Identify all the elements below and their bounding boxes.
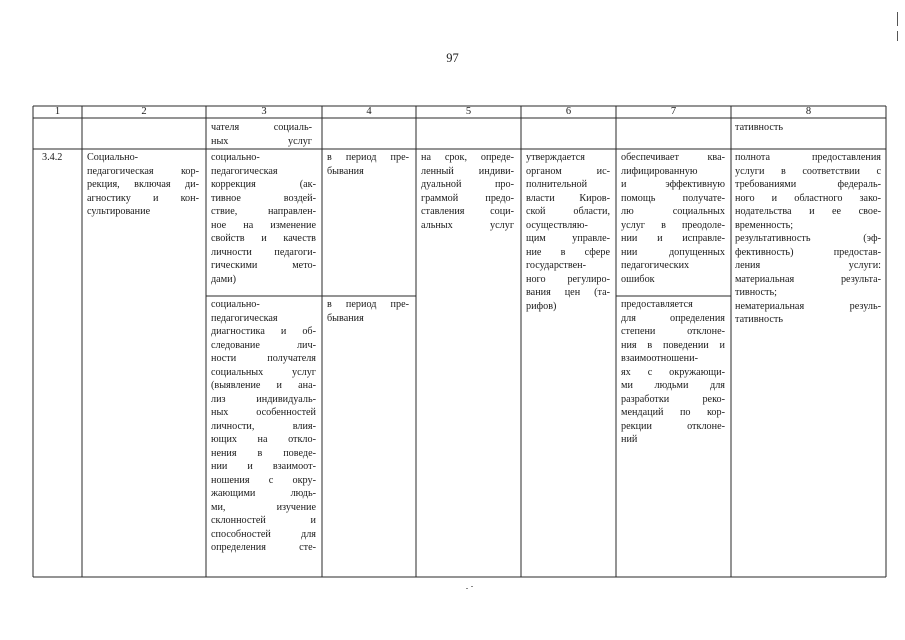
cell-text-line: разработки реко- bbox=[621, 393, 725, 405]
cell-text-line: на срок, опреде- bbox=[421, 152, 514, 163]
cell-text-line: предоставляется bbox=[621, 299, 693, 310]
cell-text-line: для определения bbox=[621, 312, 725, 324]
cell-text-line: органом ис- bbox=[526, 165, 610, 177]
cell-text-line: педагогическая bbox=[211, 312, 278, 324]
cell-text-line: требованиями федераль- bbox=[735, 179, 881, 190]
header-cell: 1 bbox=[54, 106, 61, 117]
cell-text-line: социально- bbox=[211, 152, 260, 163]
cell-text-line: сультирование bbox=[87, 206, 151, 217]
cell-text-line: (выявление и ана- bbox=[211, 380, 316, 391]
cell-text-line: социальных услуг bbox=[211, 366, 316, 378]
continuation-description bbox=[211, 121, 312, 148]
header-cell: 3 bbox=[261, 106, 267, 117]
cell-text-line: педагогических bbox=[621, 260, 690, 271]
cell-text-line: нии допущенных bbox=[621, 246, 725, 258]
cell-text-line: ности получателя bbox=[211, 353, 316, 364]
cell-text-line: ных услуг bbox=[211, 135, 312, 147]
header-cell: 7 bbox=[670, 106, 677, 117]
cell-text-line: ние в сфере bbox=[526, 246, 610, 258]
cell-text-line: тивность; bbox=[735, 287, 777, 298]
cell-text-line: рекция, включая ди- bbox=[87, 179, 199, 190]
cell-text-line: тативность bbox=[735, 314, 783, 325]
cell-text-line: временность; bbox=[735, 219, 794, 231]
cell-text-line: способностей для bbox=[211, 528, 316, 540]
cell-text-line: помощь получате- bbox=[621, 192, 725, 204]
cell-text-line: полнительной bbox=[526, 179, 588, 190]
cell-text-line: государствен- bbox=[526, 260, 586, 271]
header-cell: 2 bbox=[141, 106, 147, 117]
cell-text-line: ния в поведении и bbox=[621, 339, 725, 351]
cell-text-line: тативность bbox=[735, 122, 783, 133]
item-a-period bbox=[327, 151, 409, 178]
cell-text-line: ного и областного зако- bbox=[735, 192, 881, 204]
cell-text-line: бывания bbox=[327, 165, 364, 177]
cell-text-line: ствие, направлен- bbox=[211, 206, 316, 217]
cell-text-line: и эффективную bbox=[621, 179, 725, 190]
cell-text-line: граммой предо- bbox=[421, 192, 514, 204]
cell-text-line: утверждается bbox=[526, 152, 585, 163]
cell-text-line: ного регулиро- bbox=[526, 273, 610, 285]
cell-text-line: диагностика и об- bbox=[211, 326, 316, 337]
cell-text-line: педагогическая кор- bbox=[87, 165, 199, 177]
cell-text-line: жающими людь- bbox=[211, 488, 316, 499]
cell-text-line: нематериальная резуль- bbox=[735, 300, 881, 312]
cell-text-line: нодательства и ее свое- bbox=[735, 206, 881, 217]
cell-text-line: ления услуги: bbox=[735, 260, 881, 271]
conditions-b bbox=[621, 298, 725, 447]
cell-text-line: дуальной про- bbox=[421, 179, 514, 190]
header-cell: 6 bbox=[565, 106, 572, 117]
cell-text-line: ми людьми для bbox=[621, 380, 725, 391]
cell-text-line: Социально- bbox=[87, 152, 139, 163]
cell-text-line: ленный индиви- bbox=[421, 165, 514, 177]
item-a-description bbox=[211, 151, 316, 286]
cell-text-line: щим управле- bbox=[526, 233, 610, 244]
item-b-description bbox=[211, 298, 316, 555]
cell-text-line: услуг в преодоле- bbox=[621, 219, 725, 231]
cell-text-line: фективность) предостав- bbox=[735, 246, 881, 258]
cell-text-line: склонностей и bbox=[211, 515, 316, 526]
cell-text-line: ставления соци- bbox=[421, 206, 514, 217]
cell-text-line: власти Киров- bbox=[526, 192, 610, 204]
cell-text-line: бывания bbox=[327, 312, 364, 324]
cell-text-line: следование лич- bbox=[211, 339, 316, 351]
cell-text-line: ний bbox=[621, 434, 638, 445]
cell-text-line: тивное воздей- bbox=[211, 192, 316, 204]
cell-text-line: определения сте- bbox=[211, 542, 316, 553]
cell-text-line: ное на изменение bbox=[211, 219, 316, 231]
cell-text-line: нии и исправле- bbox=[621, 233, 725, 244]
cell-text-line: гическими мето- bbox=[211, 260, 316, 271]
cell-text-line: услуги в соответствии с bbox=[735, 165, 881, 177]
cell-text-line: агностику и кон- bbox=[87, 192, 199, 204]
cell-text-line: ошибок bbox=[621, 273, 655, 285]
cell-text-line: в период пре- bbox=[327, 299, 409, 310]
service-name bbox=[87, 151, 199, 219]
cell-text-line: мендаций по кор- bbox=[621, 407, 725, 418]
service-term bbox=[421, 151, 514, 232]
cell-text-line: в период пре- bbox=[327, 152, 409, 163]
cell-text-line: ях с окружающи- bbox=[621, 366, 725, 378]
cell-text-line: свойств и качеств bbox=[211, 233, 316, 244]
entry-number: 3.4.2 bbox=[42, 152, 63, 163]
cell-text-line: дами) bbox=[211, 273, 236, 285]
cell-text-line: осуществляю- bbox=[526, 219, 588, 231]
cell-text-line: вания цен (та- bbox=[526, 287, 610, 298]
cell-text-line: ми, изучение bbox=[211, 501, 316, 513]
quality-indicators bbox=[735, 151, 881, 327]
cell-text-line: педагогическая bbox=[211, 165, 278, 177]
tariff-authority bbox=[526, 151, 610, 313]
cell-text-line: ской области, bbox=[526, 206, 610, 217]
cell-text-line: нения в поведе- bbox=[211, 447, 316, 459]
header-cell: 4 bbox=[366, 106, 372, 117]
cell-text-line: лю социальных bbox=[621, 206, 725, 217]
header-cell: 5 bbox=[465, 106, 472, 117]
cell-text-line: рифов) bbox=[526, 300, 557, 312]
cell-text-line: результативность (эф- bbox=[735, 233, 881, 244]
item-b-period bbox=[327, 298, 409, 325]
cell-text-line: чателя социаль- bbox=[211, 122, 312, 133]
cell-text-line: коррекция (ак- bbox=[211, 179, 316, 190]
continuation-quality bbox=[735, 121, 881, 135]
page-number: 97 bbox=[446, 51, 459, 65]
cell-text-line: личности педагоги- bbox=[211, 246, 316, 258]
cell-text-line: ных особенностей bbox=[211, 407, 316, 418]
cell-text-line: обеспечивает ква- bbox=[621, 152, 725, 163]
cell-text-line: личности, влия- bbox=[211, 420, 316, 432]
conditions-a bbox=[621, 151, 725, 286]
cell-text-line: нии и взаимоот- bbox=[211, 461, 316, 472]
cell-text-line: рекции отклоне- bbox=[621, 420, 725, 432]
cell-text-line: степени отклоне- bbox=[621, 326, 725, 337]
cell-text-line: лифицированную bbox=[621, 165, 698, 177]
cell-text-line: социально- bbox=[211, 299, 260, 310]
cell-text-line: материальная результа- bbox=[735, 273, 881, 285]
cell-text-line: ющих на откло- bbox=[211, 434, 316, 445]
cell-text-line: взаимоотношени- bbox=[621, 353, 698, 364]
header-cell: 8 bbox=[805, 106, 812, 117]
cell-text-line: полнота предоставления bbox=[735, 152, 881, 163]
cell-text-line: ношения с окру- bbox=[211, 474, 316, 486]
cell-text-line: лиз индивидуаль- bbox=[211, 393, 316, 405]
cell-text-line: альных услуг bbox=[421, 219, 514, 231]
